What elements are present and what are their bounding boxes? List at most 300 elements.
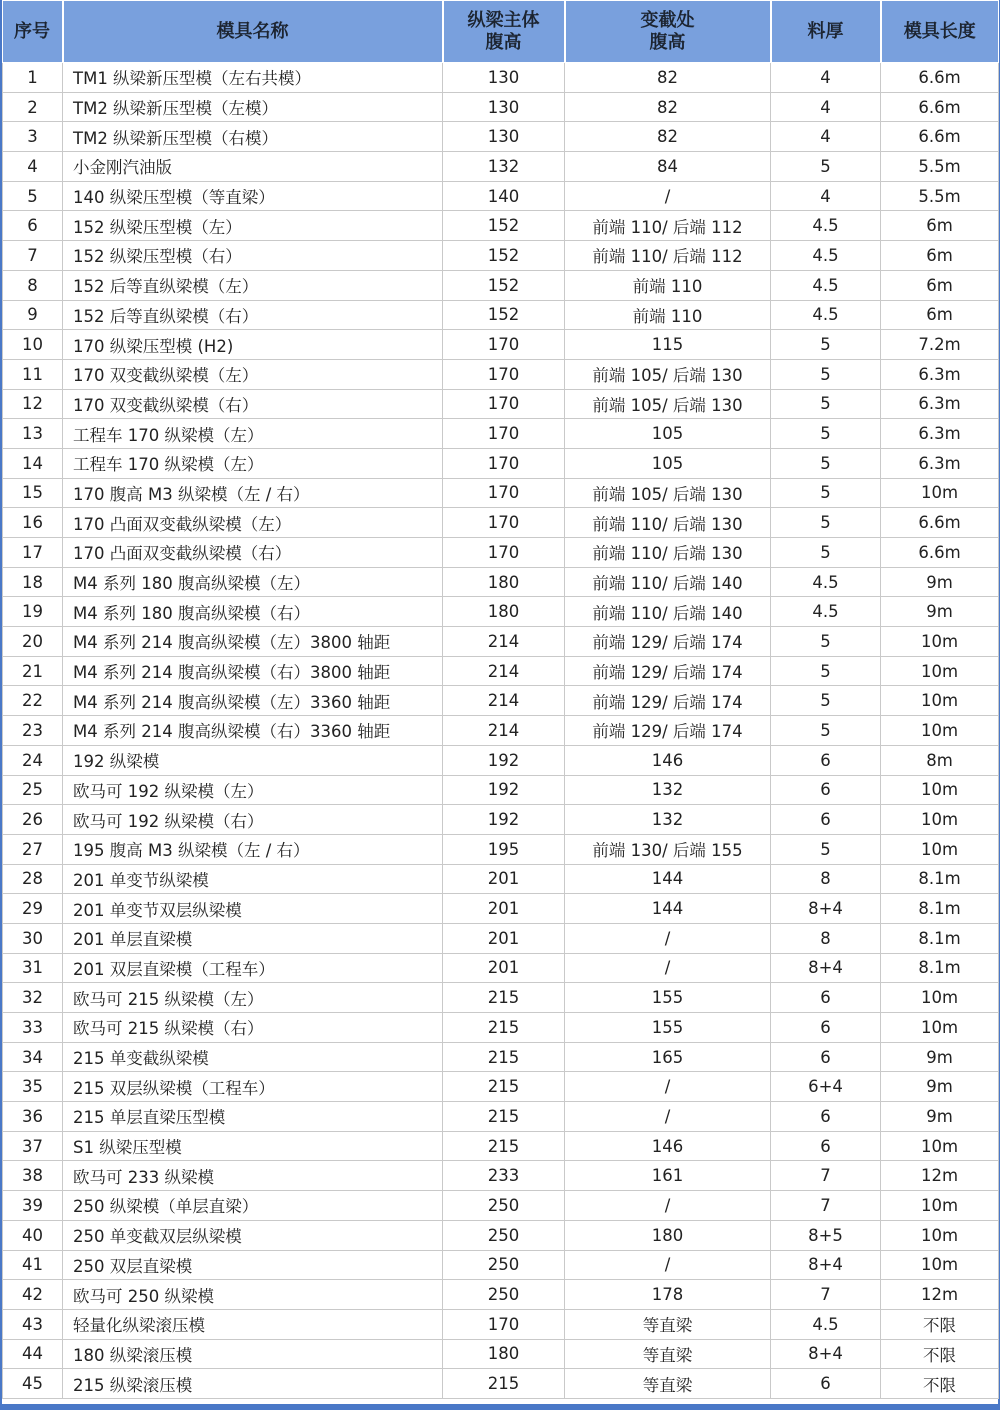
cell-no: 3 [3,122,63,152]
cell-thickness: 4.5 [771,567,881,597]
cell-thickness: 6 [771,1013,881,1043]
cell-name: 180 纵梁滚压模 [63,1339,443,1369]
cell-no: 31 [3,953,63,983]
cell-length: 10m [881,1191,999,1221]
cell-length: 6m [881,241,999,271]
table-row [3,1280,999,1310]
cell-name: 欧马可 192 纵梁模（左） [63,775,443,805]
cell-main-height: 170 [443,538,565,568]
table-row [3,538,999,568]
cell-thickness: 4.5 [771,597,881,627]
cell-length: 9m [881,1102,999,1132]
cell-name: S1 纵梁压型模 [63,1131,443,1161]
cell-no: 18 [3,567,63,597]
cell-main-height: 215 [443,1042,565,1072]
cell-main-height: 201 [443,953,565,983]
cell-main-height: 214 [443,686,565,716]
cell-main-height: 130 [443,63,565,93]
cell-length: 10m [881,775,999,805]
cell-main-height: 215 [443,983,565,1013]
cell-no: 16 [3,508,63,538]
table-row [3,122,999,152]
cell-variable-height: 144 [565,864,771,894]
header-name: 模具名称 [63,1,443,63]
table-row [3,716,999,746]
cell-name: 152 纵梁压型模（左） [63,211,443,241]
cell-thickness: 8 [771,923,881,953]
cell-name: 152 后等直纵梁模（右） [63,300,443,330]
cell-name: 195 腹高 M3 纵梁模（左 / 右） [63,834,443,864]
header-variable-height [565,1,771,63]
table-row [3,1309,999,1339]
cell-variable-height: 前端 129/ 后端 174 [565,656,771,686]
cell-name: 小金刚汽油版 [63,152,443,182]
table-row [3,894,999,924]
table-row [3,953,999,983]
table-row [3,834,999,864]
cell-length: 10m [881,983,999,1013]
cell-main-height: 192 [443,745,565,775]
cell-thickness: 6 [771,805,881,835]
cell-thickness: 5 [771,686,881,716]
cell-name: 215 双层纵梁模（工程车） [63,1072,443,1102]
cell-length: 10m [881,1250,999,1280]
cell-no: 40 [3,1220,63,1250]
cell-no: 29 [3,894,63,924]
header-main-height-line1: 纵梁主体 [467,9,540,31]
cell-variable-height: 前端 110/ 后端 140 [565,597,771,627]
cell-length: 10m [881,478,999,508]
cell-main-height: 170 [443,330,565,360]
cell-no: 8 [3,270,63,300]
cell-name: 170 纵梁压型模 (H2) [63,330,443,360]
cell-thickness: 7 [771,1161,881,1191]
table-row [3,745,999,775]
cell-main-height: 152 [443,270,565,300]
mold-table [2,0,999,1399]
cell-variable-height: 前端 110/ 后端 112 [565,211,771,241]
cell-length: 6m [881,300,999,330]
table-row [3,1339,999,1369]
cell-no: 13 [3,419,63,449]
cell-name: 192 纵梁模 [63,745,443,775]
cell-thickness: 5 [771,330,881,360]
table-row [3,1072,999,1102]
header-thickness: 料厚 [771,1,881,63]
cell-length: 6.3m [881,419,999,449]
cell-name: 201 双层直梁模（工程车） [63,953,443,983]
cell-main-height: 180 [443,567,565,597]
table-row [3,1250,999,1280]
cell-length: 10m [881,716,999,746]
cell-name: 170 腹高 M3 纵梁模（左 / 右） [63,478,443,508]
cell-variable-height: 155 [565,1013,771,1043]
table-row [3,686,999,716]
cell-no: 7 [3,241,63,271]
cell-main-height: 152 [443,241,565,271]
header-main-height [443,1,565,63]
cell-thickness: 4 [771,63,881,93]
cell-thickness: 5 [771,834,881,864]
table-row [3,478,999,508]
cell-thickness: 7 [771,1191,881,1221]
cell-name: 215 单层直梁压型模 [63,1102,443,1132]
table-row [3,92,999,122]
cell-length: 8m [881,745,999,775]
cell-length: 6m [881,211,999,241]
header-main-height-line2: 腹高 [485,31,522,53]
cell-thickness: 5 [771,656,881,686]
cell-variable-height: 178 [565,1280,771,1310]
cell-variable-height: 前端 105/ 后端 130 [565,478,771,508]
cell-no: 30 [3,923,63,953]
cell-main-height: 201 [443,894,565,924]
cell-name: M4 系列 180 腹高纵梁模（左） [63,567,443,597]
cell-name: 201 单层直梁模 [63,923,443,953]
cell-no: 32 [3,983,63,1013]
cell-no: 5 [3,181,63,211]
cell-main-height: 233 [443,1161,565,1191]
cell-variable-height: 105 [565,419,771,449]
cell-main-height: 170 [443,359,565,389]
cell-length: 9m [881,597,999,627]
cell-thickness: 7 [771,1280,881,1310]
cell-thickness: 8+4 [771,1250,881,1280]
cell-variable-height: 前端 110/ 后端 130 [565,508,771,538]
cell-no: 38 [3,1161,63,1191]
cell-no: 45 [3,1369,63,1399]
cell-no: 44 [3,1339,63,1369]
cell-length: 5.5m [881,152,999,182]
cell-name: 215 单变截纵梁模 [63,1042,443,1072]
cell-variable-height: / [565,923,771,953]
cell-name: 轻量化纵梁滚压模 [63,1309,443,1339]
cell-variable-height: 前端 130/ 后端 155 [565,834,771,864]
cell-no: 11 [3,359,63,389]
cell-name: 140 纵梁压型模（等直梁） [63,181,443,211]
cell-main-height: 170 [443,478,565,508]
cell-length: 不限 [881,1339,999,1369]
table-row [3,300,999,330]
cell-length: 10m [881,1220,999,1250]
cell-name: 170 凸面双变截纵梁模（左） [63,508,443,538]
cell-thickness: 6 [771,983,881,1013]
cell-thickness: 6 [771,1102,881,1132]
cell-variable-height: 前端 129/ 后端 174 [565,627,771,657]
cell-main-height: 250 [443,1280,565,1310]
cell-name: M4 系列 214 腹高纵梁模（左）3360 轴距 [63,686,443,716]
cell-variable-height: 144 [565,894,771,924]
cell-length: 10m [881,1013,999,1043]
cell-main-height: 215 [443,1131,565,1161]
cell-name: 欧马可 215 纵梁模（右） [63,1013,443,1043]
cell-thickness: 4 [771,181,881,211]
cell-main-height: 170 [443,448,565,478]
cell-main-height: 215 [443,1013,565,1043]
cell-name: 170 凸面双变截纵梁模（右） [63,538,443,568]
cell-main-height: 170 [443,419,565,449]
cell-length: 不限 [881,1309,999,1339]
cell-name: 170 双变截纵梁模（左） [63,359,443,389]
cell-name: 215 纵梁滚压模 [63,1369,443,1399]
cell-name: 201 单变节双层纵梁模 [63,894,443,924]
cell-length: 8.1m [881,923,999,953]
cell-variable-height: 前端 110/ 后端 112 [565,241,771,271]
cell-variable-height: 前端 129/ 后端 174 [565,686,771,716]
cell-thickness: 5 [771,359,881,389]
cell-name: TM1 纵梁新压型模（左右共模） [63,63,443,93]
cell-main-height: 214 [443,627,565,657]
cell-no: 4 [3,152,63,182]
cell-variable-height: 前端 110 [565,270,771,300]
cell-thickness: 4.5 [771,300,881,330]
table-row [3,419,999,449]
cell-thickness: 6 [771,745,881,775]
cell-variable-height: 105 [565,448,771,478]
cell-no: 28 [3,864,63,894]
cell-no: 24 [3,745,63,775]
cell-main-height: 250 [443,1191,565,1221]
cell-variable-height: 155 [565,983,771,1013]
cell-length: 6.6m [881,63,999,93]
table-row [3,1042,999,1072]
cell-variable-height: 82 [565,63,771,93]
cell-name: 工程车 170 纵梁模（左） [63,448,443,478]
table-row [3,63,999,93]
table-body [3,63,999,1399]
cell-thickness: 4 [771,92,881,122]
cell-length: 6.6m [881,92,999,122]
table-header [3,1,999,63]
cell-main-height: 192 [443,775,565,805]
cell-name: 152 纵梁压型模（右） [63,241,443,271]
cell-main-height: 201 [443,864,565,894]
cell-no: 1 [3,63,63,93]
cell-variable-height: 等直梁 [565,1339,771,1369]
cell-no: 26 [3,805,63,835]
cell-name: 250 单变截双层纵梁模 [63,1220,443,1250]
cell-no: 22 [3,686,63,716]
cell-main-height: 180 [443,1339,565,1369]
table-row [3,270,999,300]
cell-main-height: 170 [443,1309,565,1339]
cell-no: 37 [3,1131,63,1161]
cell-variable-height: 132 [565,775,771,805]
cell-thickness: 5 [771,508,881,538]
table-row [3,1102,999,1132]
cell-thickness: 5 [771,716,881,746]
cell-variable-height: 115 [565,330,771,360]
cell-variable-height: 180 [565,1220,771,1250]
cell-length: 5.5m [881,181,999,211]
cell-name: 欧马可 215 纵梁模（左） [63,983,443,1013]
cell-length: 9m [881,1072,999,1102]
table-row [3,330,999,360]
cell-no: 23 [3,716,63,746]
table-row [3,181,999,211]
cell-variable-height: / [565,1072,771,1102]
cell-variable-height: 前端 105/ 后端 130 [565,389,771,419]
cell-thickness: 5 [771,478,881,508]
table-row [3,389,999,419]
cell-name: 201 单变节纵梁模 [63,864,443,894]
table-row [3,1191,999,1221]
cell-variable-height: / [565,1250,771,1280]
cell-main-height: 152 [443,300,565,330]
cell-length: 10m [881,627,999,657]
cell-main-height: 132 [443,152,565,182]
table-row [3,1131,999,1161]
cell-variable-height: / [565,953,771,983]
table-row [3,1220,999,1250]
cell-variable-height: 82 [565,92,771,122]
cell-length: 6.6m [881,538,999,568]
cell-thickness: 8 [771,864,881,894]
cell-main-height: 215 [443,1072,565,1102]
table-row [3,1161,999,1191]
cell-variable-height: 前端 110 [565,300,771,330]
cell-no: 33 [3,1013,63,1043]
table-row [3,983,999,1013]
cell-thickness: 5 [771,538,881,568]
cell-no: 42 [3,1280,63,1310]
cell-variable-height: 132 [565,805,771,835]
cell-no: 35 [3,1072,63,1102]
cell-name: M4 系列 180 腹高纵梁模（右） [63,597,443,627]
cell-no: 15 [3,478,63,508]
cell-no: 41 [3,1250,63,1280]
table-row [3,923,999,953]
cell-name: 欧马可 250 纵梁模 [63,1280,443,1310]
cell-no: 2 [3,92,63,122]
table-row [3,448,999,478]
table-row [3,864,999,894]
table-row [3,656,999,686]
cell-length: 6.3m [881,389,999,419]
cell-length: 8.1m [881,894,999,924]
cell-length: 6.6m [881,122,999,152]
cell-length: 10m [881,834,999,864]
cell-variable-height: 等直梁 [565,1369,771,1399]
cell-thickness: 8+4 [771,894,881,924]
cell-thickness: 5 [771,448,881,478]
table-row [3,241,999,271]
cell-main-height: 192 [443,805,565,835]
cell-name: M4 系列 214 腹高纵梁模（左）3800 轴距 [63,627,443,657]
cell-thickness: 6 [771,1131,881,1161]
cell-no: 20 [3,627,63,657]
cell-length: 6.3m [881,359,999,389]
cell-length: 9m [881,567,999,597]
header-variable-height-line2: 腹高 [649,31,686,53]
cell-name: 250 双层直梁模 [63,1250,443,1280]
cell-name: 欧马可 233 纵梁模 [63,1161,443,1191]
cell-main-height: 140 [443,181,565,211]
cell-thickness: 4.5 [771,1309,881,1339]
cell-name: 欧马可 192 纵梁模（右） [63,805,443,835]
cell-name: M4 系列 214 腹高纵梁模（右）3800 轴距 [63,656,443,686]
cell-thickness: 6 [771,775,881,805]
table-row [3,627,999,657]
cell-name: 工程车 170 纵梁模（左） [63,419,443,449]
cell-length: 10m [881,686,999,716]
cell-variable-height: 前端 105/ 后端 130 [565,359,771,389]
cell-no: 21 [3,656,63,686]
cell-variable-height: 前端 110/ 后端 130 [565,538,771,568]
table-row [3,1013,999,1043]
cell-thickness: 8+5 [771,1220,881,1250]
cell-main-height: 130 [443,92,565,122]
cell-length: 6.6m [881,508,999,538]
cell-variable-height: / [565,1102,771,1132]
cell-no: 12 [3,389,63,419]
cell-name: 170 双变截纵梁模（右） [63,389,443,419]
cell-length: 6m [881,270,999,300]
table-row [3,1369,999,1399]
cell-variable-height: 82 [565,122,771,152]
cell-main-height: 250 [443,1220,565,1250]
cell-main-height: 170 [443,508,565,538]
cell-length: 10m [881,656,999,686]
cell-length: 10m [881,805,999,835]
cell-no: 34 [3,1042,63,1072]
header-length: 模具长度 [881,1,999,63]
cell-thickness: 4.5 [771,270,881,300]
cell-thickness: 6+4 [771,1072,881,1102]
cell-name: M4 系列 214 腹高纵梁模（右）3360 轴距 [63,716,443,746]
cell-variable-height: 前端 110/ 后端 140 [565,567,771,597]
cell-length: 12m [881,1280,999,1310]
cell-no: 36 [3,1102,63,1132]
cell-variable-height: 84 [565,152,771,182]
cell-no: 6 [3,211,63,241]
table-row [3,597,999,627]
cell-name: TM2 纵梁新压型模（右模） [63,122,443,152]
cell-name: 152 后等直纵梁模（左） [63,270,443,300]
cell-main-height: 195 [443,834,565,864]
cell-thickness: 4.5 [771,241,881,271]
cell-length: 7.2m [881,330,999,360]
cell-main-height: 214 [443,716,565,746]
cell-no: 27 [3,834,63,864]
cell-thickness: 4.5 [771,211,881,241]
cell-main-height: 201 [443,923,565,953]
table-row [3,805,999,835]
cell-thickness: 4 [771,122,881,152]
cell-main-height: 215 [443,1102,565,1132]
cell-name: TM2 纵梁新压型模（左模） [63,92,443,122]
cell-no: 17 [3,538,63,568]
cell-variable-height: 146 [565,745,771,775]
cell-variable-height: 等直梁 [565,1309,771,1339]
cell-length: 9m [881,1042,999,1072]
cell-variable-height: / [565,181,771,211]
cell-no: 19 [3,597,63,627]
cell-thickness: 5 [771,389,881,419]
cell-main-height: 214 [443,656,565,686]
cell-thickness: 8+4 [771,953,881,983]
table-row [3,775,999,805]
cell-main-height: 170 [443,389,565,419]
table-row [3,567,999,597]
cell-no: 25 [3,775,63,805]
cell-no: 10 [3,330,63,360]
table-row [3,508,999,538]
cell-variable-height: 161 [565,1161,771,1191]
cell-length: 8.1m [881,864,999,894]
cell-main-height: 152 [443,211,565,241]
cell-length: 12m [881,1161,999,1191]
